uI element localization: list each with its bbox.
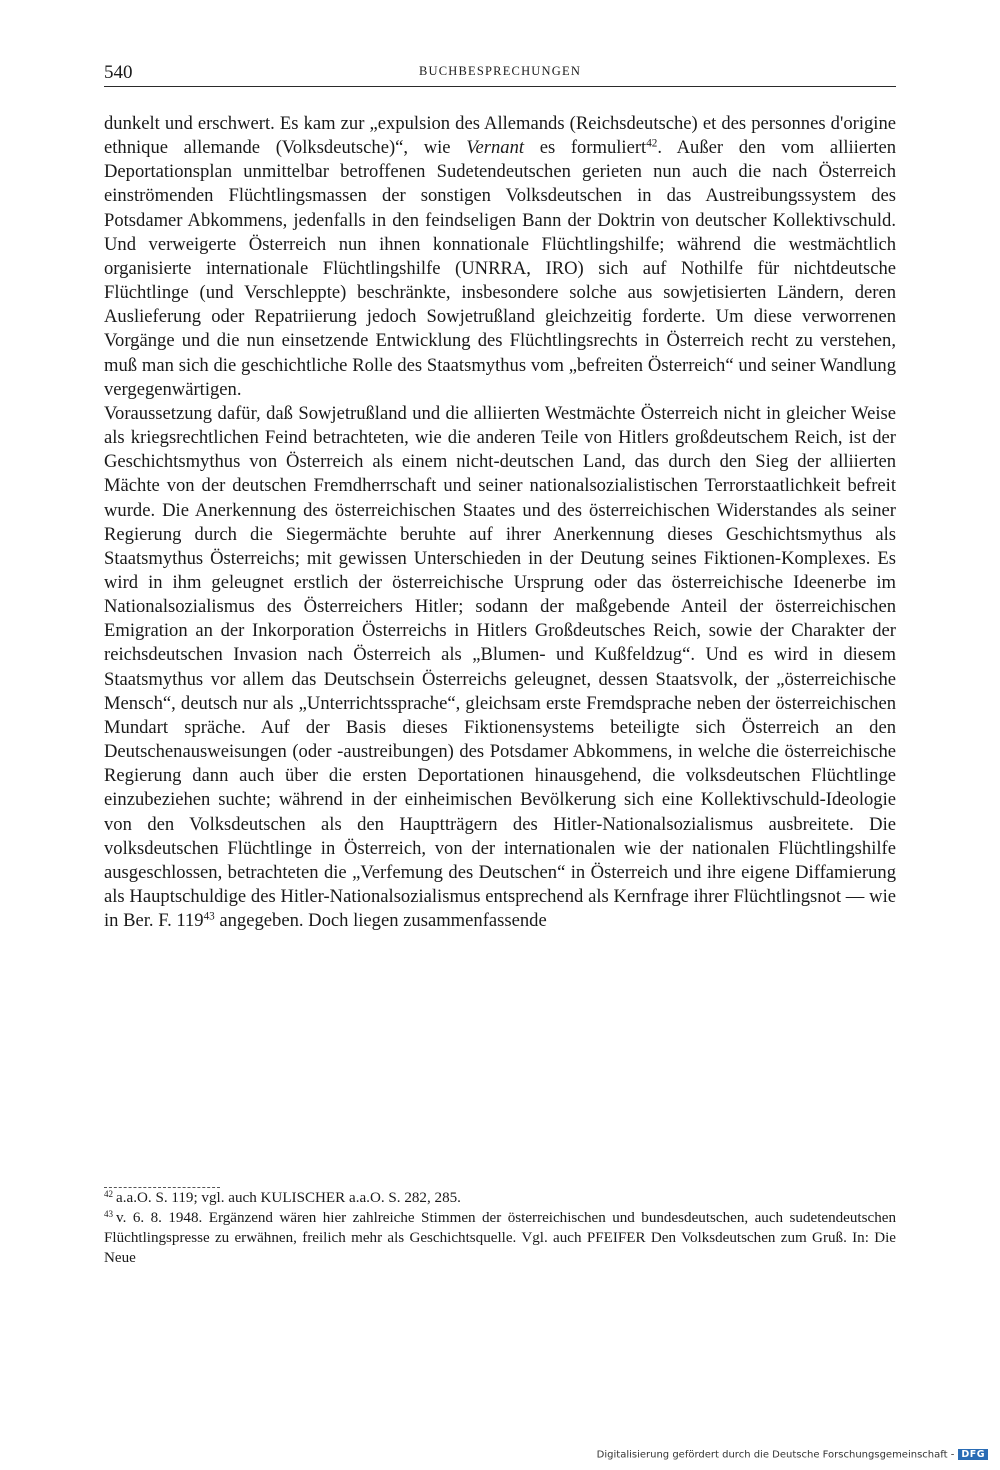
paragraph-1-text-a: dunkelt und erschwert. Es kam zur „expulsion des Allemands (Reichsdeutsche) et des personnes d'origine ethnique allemande (Volksdeutsche)“, wie <box>104 113 896 159</box>
paragraph-1-text-c: . Außer den vom alliierten Deportationsplan unmittelbar betroffenen Sudetendeutschen gerieten nun auch die nach Österreich einströmenden Flüchtlingsmassen der sonstigen Volksdeutschen in das Austreibungssystem des Potsdamer Abkommens, jedenfalls in den feindseligen Bann der Doktrin von deutscher Kollektivschuld. Und verweigerte Österreich nun ihnen konnationale Flüchtlingshilfe; während die westmächtlich organisierte internationale Flüchtlingshilfe (UNRRA, IRO) sich auf Nothilfe für nichtdeutsche Flüchtlinge (und Verschleppte) beschränkte, insbesondere solche aus sowjetisierten Ländern, deren Auslieferung oder Repatriierung jedoch Sowjetrußland gleichzeitig forderte. Um diese verworrenen Vorgänge und die nun einsetzende Entwicklung des Flüchtlingsrechts in Österreich recht zu verstehen, muß man sich die geschichtliche Rolle des Staatsmythus vom „befreiten Österreich“ und seiner Wandlung vergegenwärtigen. <box>104 137 896 400</box>
footnote-marker: 42 <box>104 1188 114 1199</box>
paragraph-2-text-a: Voraussetzung dafür, daß Sowjetrußland und die alliierten Westmächte Österreich nicht in gleicher Weise als kriegsrechtlichen Feind betrachteten, wie die anderen Teile von Hitlers großdeutschem Reich, ist der Geschichtsmythus von Österreich als einem nicht-deutschen Land, das durch den Sieg der alliierten Mächte von der deutschen Fremdherrschaft und seiner nationalsozialistischen Terrorstaatlichkeit befreit wurde. Die Anerkennung des österreichischen Staates und des österreichischen Widerstandes als seiner Regierung durch die Siegermächte beruhte auf ihrer Anerkennung dieses Geschichtsmythus als Staatsmythus Österreichs; mit gewissen Unterschieden in der Deutung seines Fiktionen-Komplexes. Es wird in ihm geleugnet erstlich der österreichische Ursprung oder das österreichische Ideenerbe im Nationalsozialismus des Österreichers Hitler; sodann der maßgebende Anteil der österreichischen Emigration an der Inkorporation Österreichs in Hitlers Großdeutsches Reich, sowie der Charakter der reichsdeutschen Invasion nach Österreich als „Blumen- und Kußfeldzug“. Und es wird in diesem Staatsmythus vor allem das Deutschsein Österreichs geleugnet, dessen Staatsvolk, der „österreichische Mensch“, deutsch nur als „Unterrichtssprache“, gleichsam erste Fremdsprache neben der österreichischen Mundart spräche. Auf der Basis dieses Fiktionensystems beteiligte sich Österreich an den Deutschenausweisungen (oder -austreibungen) des Potsdamer Abkommens, in welche die österreichische Regierung dann auch über die ersten Deportationen hinausgehend, die volksdeutschen Flüchtlinge einzubeziehen suchte; während in der einheimischen Bevölkerung sich eine Kollektivschuld-Ideologie von den Volksdeutschen als den Hauptträgern des Hitler-Nationalsozialismus ausbreitete. Die volksdeutschen Flüchtlinge in Österreich, von der internationalen wie der nationalen Flüchtlingshilfe ausgeschlossen, betrachteten die „Verfemung des Deutschen“ in Österreich und ihre eigene Diffamierung als Hauptschuldige des Hitler-Nationalsozialismus entsprechend als Kernfrage ihrer Flüchtlingsnot — wie in Ber. F. 119 <box>104 402 896 932</box>
footnote-43 <box>104 1208 896 1268</box>
footnote-text: a.a.O. S. 119; vgl. auch KULISCHER a.a.O. S. 282, 285. <box>116 1190 461 1206</box>
footnote-ref-43[interactable]: 43 <box>203 910 215 923</box>
running-title: BUCHBESPRECHUNGEN <box>418 64 582 78</box>
paragraph-2-text-b: angegeben. Doch liegen zusammenfassende <box>214 910 547 932</box>
footnote-text: v. 6. 8. 1948. Ergänzend wären hier zahlreiche Stimmen der österreichischen und bundesdeutschen, auch sudetendeutschen Flüchtlingspresse zu erwähnen, freilich mehr als Geschichtsquelle. Vgl. auch PFEIFER Den Volksdeutschen zum Gruß. In: Die Neue <box>104 1210 896 1266</box>
author-name-vernant: Vernant <box>466 137 525 159</box>
paragraph-2 <box>104 402 896 933</box>
footnote-42 <box>104 1188 896 1208</box>
footnote-marker: 43 <box>104 1208 114 1219</box>
footnotes <box>104 1188 896 1268</box>
dfg-logo-icon: DFG <box>958 1449 988 1460</box>
digitization-credit <box>597 1449 988 1461</box>
body-text <box>104 112 896 933</box>
footnote-ref-42[interactable]: 42 <box>646 137 658 150</box>
paragraph-1 <box>104 112 896 402</box>
credit-text: Digitalisierung gefördert durch die Deutsche Forschungsgemeinschaft - <box>596 1449 955 1461</box>
page-header <box>104 62 896 87</box>
page-number: 540 <box>104 62 133 83</box>
paragraph-1-text-b: es formuliert <box>524 137 647 159</box>
